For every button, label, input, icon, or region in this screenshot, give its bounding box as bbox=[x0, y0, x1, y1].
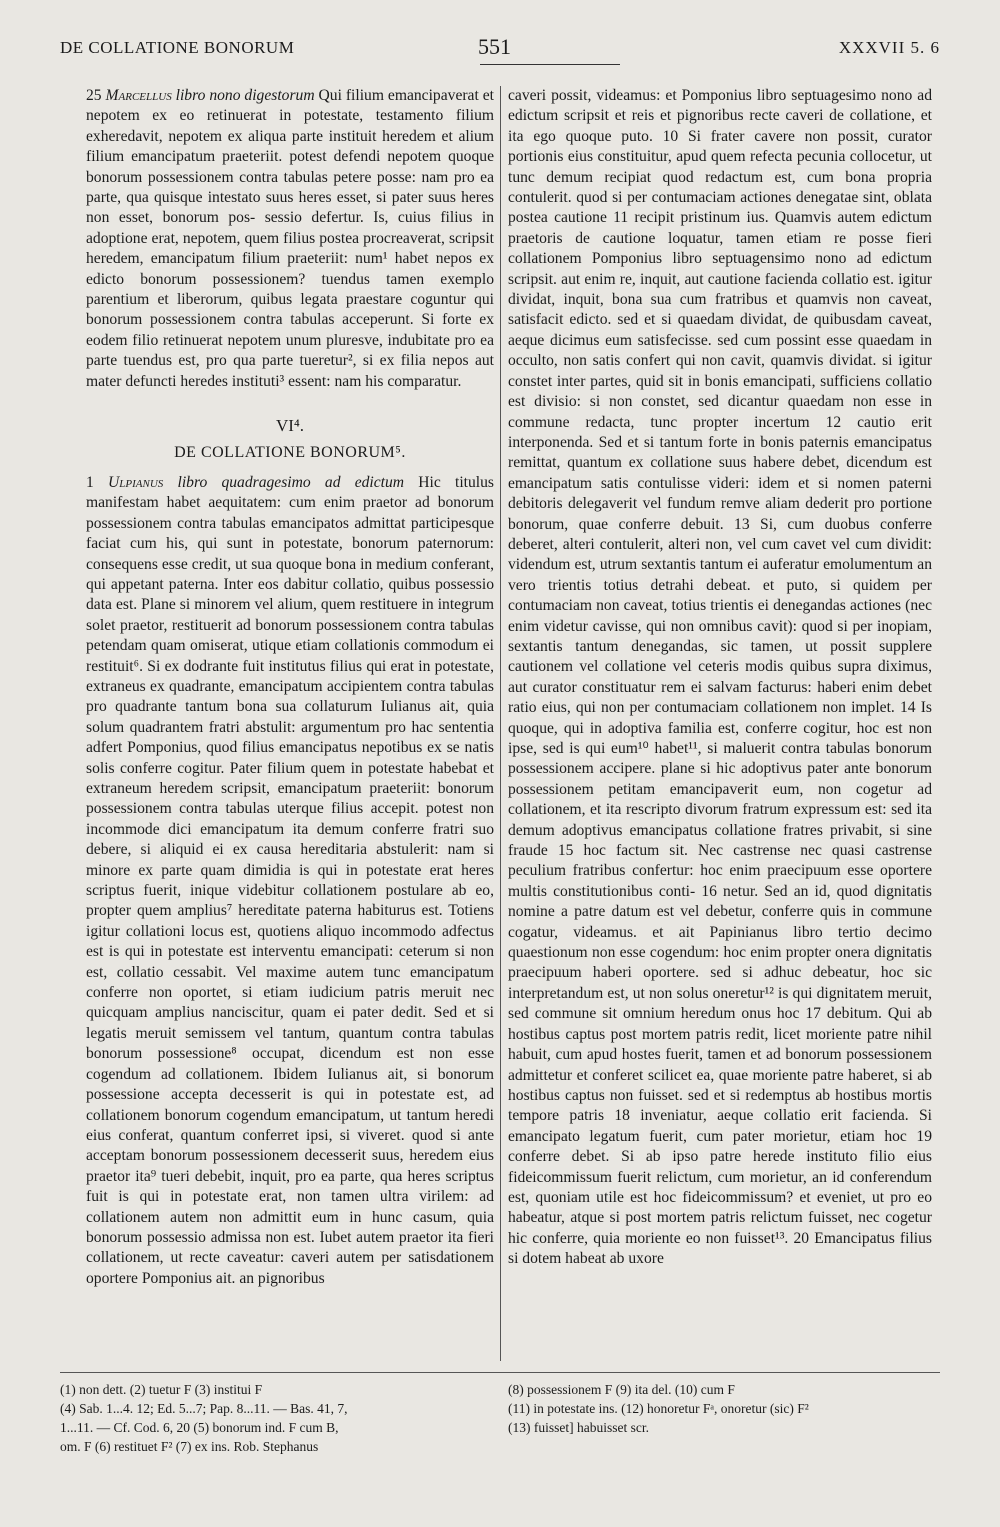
footnote-line: (13) fuisset] habuisset scr. bbox=[508, 1420, 649, 1435]
page-number: 551 bbox=[478, 34, 511, 59]
footnotes-left bbox=[60, 1380, 500, 1456]
header-reference: XXXVII 5. 6 bbox=[838, 38, 940, 57]
footnotes-right bbox=[508, 1380, 938, 1437]
fragment-25-author: Marcellus bbox=[105, 87, 172, 104]
column-divider bbox=[500, 86, 501, 1361]
fragment-25: 25 Marcellus libro nono digestorum Qui filium emancipaverat et nepotem ex eo retinuerat in potestate, testamento filium exheredavit, nepotem ex aliqua parte instituit heredem et alium filium emancipatum praeteriit. potest defendi nepotem quoque bonorum possessionem contra tabulas petere posse: nam pro ea parte, qua quisque intestato suus heres esset, si pater suus heres non esset, bonorum pos- sessio defertur. Is, cuius filius in adoptione erat, nepotem, quem filius postea procreaverat, scripsit heredem, emancipatum filium praeteriit: num¹ habet nepos ex edicto bonorum possessionem? tuendus tamen exemplo parentium et liberorum, quibus legata praestare coguntur qui bonorum possessionem contra tabulas acceperunt. Si forte ex eodem filio retinuerat nepotem unum pluresve, indubitate pro ea parte tuendus est, pro qua parte tueretur², si ex filia nepos aut mater defuncti heredes instituti³ essent: nam his comparatur. bbox=[86, 87, 494, 390]
footnote-line: (1) non dett. (2) tuetur F (3) institui F bbox=[60, 1382, 263, 1397]
footnote-line: (11) in potestate ins. (12) honoretur Fᵃ, onoretur (sic) F² bbox=[508, 1401, 809, 1416]
footnote-line: om. F (6) restituet F² (7) ex ins. Rob. Stephanus bbox=[60, 1439, 319, 1454]
fragment-25-text: Qui filium emancipaverat et nepotem ex eo retinuerat in potestate, testamento filium exheredavit, nepotem ex aliqua parte instituit heredem et alium filium emancipatum praeteriit. potest defendi nepotem quoque bonorum possessionem contra tabulas petere posse: nam pro ea parte, qua quisque intestato suus heres esset, si pater suus heres non esset, bonorum pos- sessio defertur. Is, cuius filius in adoptione erat, nepotem, quem filius postea procreaverat, scripsit heredem, emancipatum filium praeteriit: num¹ habet nepos ex edicto bonorum possessionem? tuendus tamen exemplo parentium et liberorum, quibus legata praestare coguntur qui bonorum possessionem contra tabulas acceperunt. Si forte ex eodem filio retinuerat nepotem unum pluresve, indubitate pro ea parte tuendus est, pro qua parte tueretur², si ex filia nepos aut mater defuncti heredes instituti³ essent: nam his comparatur. bbox=[86, 87, 494, 390]
footnote-line: (8) possessionem F (9) ita del. (10) cum F bbox=[508, 1382, 735, 1397]
footnote-line: 1...11. — Cf. Cod. 6, 20 (5) bonorum ind. F cum B, bbox=[60, 1420, 339, 1435]
section-title: DE COLLATIONE BONORUM⁵. bbox=[174, 443, 406, 461]
fragment-1-source: libro quadragesimo ad edictum bbox=[177, 473, 405, 491]
running-header bbox=[60, 34, 940, 64]
header-rule bbox=[480, 64, 620, 65]
footnote-rule bbox=[60, 1372, 940, 1373]
right-column bbox=[508, 86, 932, 1270]
fragment-1-text: Hic titulus manifestam habet aequitatem: cum enim praetor ad bonorum possessionem contra tabulas emancipatos admittat participesque faciat cum his, qui sunt in potestate, bonorum paternorum: consequens esse credit, ut sua quoque bona in medium conferant, qui appetant paterna. Inter eos dabitur collatio, quibus possessio data est. Plane si minorem vel alium, quem restituere in integrum solet praetor, restituerit ad bonorum possessionem contra tabulas petendam quam omiserat, utique etiam collationis commodum ei restituit⁶. Si ex dodrante fuit institutus filius qui erat in potestate, extraneus ex quadrante, emancipatum accipientem contra tabulas pro quadrante tantum bona sua collaturum Iulianus ait, quia solum quadrantem fratri abstulit: argumentum pro hac sententia adfert Pomponius, quod filius emancipatus nepotibus ex se natis solis conferre cogitur. Pater filium quem in potestate habebat et extraneum heredem scripsit, emancipatum praeteriit: bonorum possessionem contra tabulas uterque filius accepit. potest non incommode dici emancipatum ita demum conferre fratri suo debere, si aliquid ei ex causa hereditaria abstulerit: nam si minore ex parte quam dimidia is qui in potestate erat heres scriptus fuerit, inique videbitur collationem postulare ab eo, propter quem amplius⁷ hereditate paterna habiturus est. Totiens igitur collationi locus est, quotiens aliquo incommodo adfectus est is qui in potestate est interventu emancipati: ceterum si non est, collatio cessabit. Vel maxime autem tunc emancipatum conferre non oportet, si etiam iudicium patris meruit nec quicquam amplius nanciscitur, quam ei pater dedit. Sed et si legatis meruit semissem vel tantum, quantum contra tabulas bonorum possessione⁸ occupat, dicendum est non esse cogendum ad collationem. Ibidem Iulianus ait, si bonorum possessione accepta decesserit is qui in potestate est, ad collationem bonorum cogendum emancipatum, ut tantum heredi eius conferat, quantum conferret ipsi, si viveret. quod si ante acceptam bonorum possessionem decesserit suus, heredem eius praetor ita⁹ tueri debebit, inquit, pro ea parte, qua heres scriptus fuit is qui in potestate erat, non tamen ultra virilem: ad collationem autem non admittit eum in hunc casum, quia bonorum possessio admissa non est. Iubet autem praetor ita fieri collationem, ut recte caveatur: caveri autem per satisdationem oportere Pomponius ait. an pignoribus bbox=[86, 473, 494, 1287]
fragment-1-author: Ulpianus bbox=[108, 473, 164, 491]
right-column-text: caveri possit, videamus: et Pomponius libro septuagesimo nono ad edictum scripsit et reis et pignoribus recte caveri de collatione, et ita ego quoque puto. 10 Si frater cavere non possit, curator portionis eius constituitur, apud quem refecta pecunia collocetur, ut tunc demum recipiat quod redactum est, cum bona propria contulerit. quod si per contumaciam actiones denegatae sint, oblata postea cautione 11 recipit pristinum ius. Quamvis autem edictum praetoris de cautione loquatur, tamen etiam re posse fieri collationem Pomponius libro septuagensimo nono ad edictum scripsit. aut enim re, inquit, aut cautione facienda collatio est. igitur dividat, inquit, bona sua cum fratribus et quamvis non caveat, satisfacit edicto. sed et si quaedam dividat, de quibusdam caveat, aeque dicimus eum satisfecisse. sed cum possint esse quaedam in occulto, non satis confert qui non cavit, quamvis dividat. si igitur constet inter partes, quid sit in bonis emancipati, sufficiens collatio est divisio: si non constet, sed dicantur quaedam non esse in commune redacta, tunc propter incertum 12 cautio erit interponenda. Sed et si tantum forte in bonis paternis emancipatus remittat, quantum ex collatione suus habere debet, dicendum est emancipatum satis contulisse videri: idem et si nomen paterni debitoris delegaverit vel fundum remve aliam dederit pro portione bonorum, quae conferre debuit. 13 Si, cum duobus conferre deberet, alteri contulerit, alteri non, vel cum cavet vel cum dividit: videndum est, utrum sextantis tantum ei auferatur emolumentum an vero trientis totius detrahi debeat. et puto, si quidem per contumaciam non caveat, totius trientis ei denegandas actiones (nec enim videtur cavisse, qui non omnibus cavit): quod si per inopiam, sextantis tantum denegandas, sic tamen, ut possit supplere cautionem vel collatione vel ceteris modis quibus supra diximus, aut curator constituatur rem ei salvam facturus: haberi enim debet ratio eius, qui non per contumaciam collationem non implet. 14 Is quoque, qui in adoptiva familia est, conferre cogitur, hoc est non ipse, sed is qui eum¹⁰ habet¹¹, si maluerit contra tabulas bonorum possessionem accipere. plane si hic adoptivus pater ante bonorum possessionem petitam emancipaverit eum, non cogetur ad collationem, et ita rescripto divorum fratrum expressum est: sed ita demum adoptivus emancipatus collatione fratres privabit, si sine fraude 15 hoc factum sit. Nec castrense nec quasi castrense peculium fratribus confertur: hoc enim praecipuum esse oportere multis constitutionibus conti- 16 netur. Sed an id, quod dignitatis nomine a patre datum est vel debetur, conferre quis in commune cogatur, videamus. et ait Papinianus libro tertio decimo quaestionum non esse cogendum: hoc enim propter onera dignitatis praecipuum haberi oportere. sed si adhuc debeatur, hoc sic interpretandum est, ut non solus oneretur¹² is qui dignitatem meruit, sed commune sit omnium heredum onus hoc 17 debitum. Qui ab hostibus captus post mortem patris redit, licet moriente patre nihil habuit, cum apud hostes fuerit, tamen et ad bonorum possessionem admittetur et conferet scilicet ea, quae moriente patre haberet, si ab hostibus captus non fuisset. sed et si redemptus ab hostibus mortis tempore patris 18 inveniatur, aeque collatio erit facienda. Si emancipato legatum fuerit, cum pater morietur, etiam hoc 19 conferre debet. Si ab ipso patre herede instituto filio eius fideicommissum fuerit relictum, cum morietur, an id conferendum est, quoniam utile est hoc fideicommissum? et eveniet, ut pro eo habeatur, atque si post mortem patris relictum fuisset, nec cogetur hic conferre, quia moriente eo non fuisset¹³. 20 Emancipatus filius si dotem habeat ab uxore bbox=[508, 87, 932, 1268]
section-number: VI⁴. bbox=[275, 416, 305, 436]
left-column bbox=[86, 86, 494, 1289]
header-title: DE COLLATIONE BONORUM bbox=[60, 38, 295, 57]
fragment-25-source: libro nono digestorum bbox=[175, 87, 315, 104]
fragment-1: 1 Ulpianus libro quadragesimo ad edictum Hic titulus manifestam habet aequitatem: cum enim praetor ad bonorum possessionem contra tabulas emancipatos admittat participesque faciat cum his, qui sunt in potestate, bonorum paternorum: consequens esse credit, ut sua quoque bona in medium conferant, qui appetant paterna. Inter eos dabitur collatio, quibus possessio data est. Plane si minorem vel alium, quem restituere in integrum solet praetor, restituerit ad bonorum possessionem contra tabulas petendam quam omiserat, utique etiam collationis commodum ei restituit⁶. Si ex dodrante fuit institutus filius qui erat in potestate, extraneus ex quadrante, emancipatum accipientem contra tabulas pro quadrante tantum bona sua collaturum Iulianus ait, quia solum quadrantem fratri abstulit: argumentum pro hac sententia adfert Pomponius, quod filius emancipatus nepotibus ex se natis solis conferre cogitur. Pater filium quem in potestate habebat et extraneum heredem scripsit, emancipatum praeteriit: bonorum possessionem contra tabulas uterque filius accepit. potest non incommode dici emancipatum ita demum conferre fratri suo debere, si aliquid ei ex causa hereditaria abstulerit: nam si minore ex parte quam dimidia is qui in potestate erat heres scriptus fuerit, inique videbitur collationem postulare ab eo, propter quem amplius⁷ hereditate paterna habiturus est. Totiens igitur collationi locus est, quotiens aliquo incommodo adfectus est is qui in potestate est interventu emancipati: ceterum si non est, collatio cessabit. Vel maxime autem tunc emancipatum conferre non oportet, si etiam iudicium patris meruit nec quicquam amplius nanciscitur, quam ei pater dedit. Sed et si legatis meruit semissem vel tantum, quantum contra tabulas bonorum possessione⁸ occupat, dicendum est non esse cogendum ad collationem. Ibidem Iulianus ait, si bonorum possessione accepta decesserit is qui in potestate est, ad collationem bonorum cogendum emancipatum, ut tantum heredi eius conferat, quantum conferret ipsi, si viveret. quod si ante acceptam bonorum possessionem decesserit suus, heredem eius praetor ita⁹ tueri debebit, inquit, pro ea parte, qua heres scriptus fuit is qui in potestate erat, non tamen ultra virilem: ad collationem autem non admittit eum in hunc casum, quia bonorum possessio admissa non est. Iubet autem praetor ita fieri collationem, ut recte caveatur: caveri autem per satisdationem oportere Pomponius ait. an pignoribus bbox=[86, 473, 494, 1287]
footnote-line: (4) Sab. 1...4. 12; Ed. 5...7; Pap. 8...11. — Bas. 41, 7, bbox=[60, 1401, 348, 1416]
